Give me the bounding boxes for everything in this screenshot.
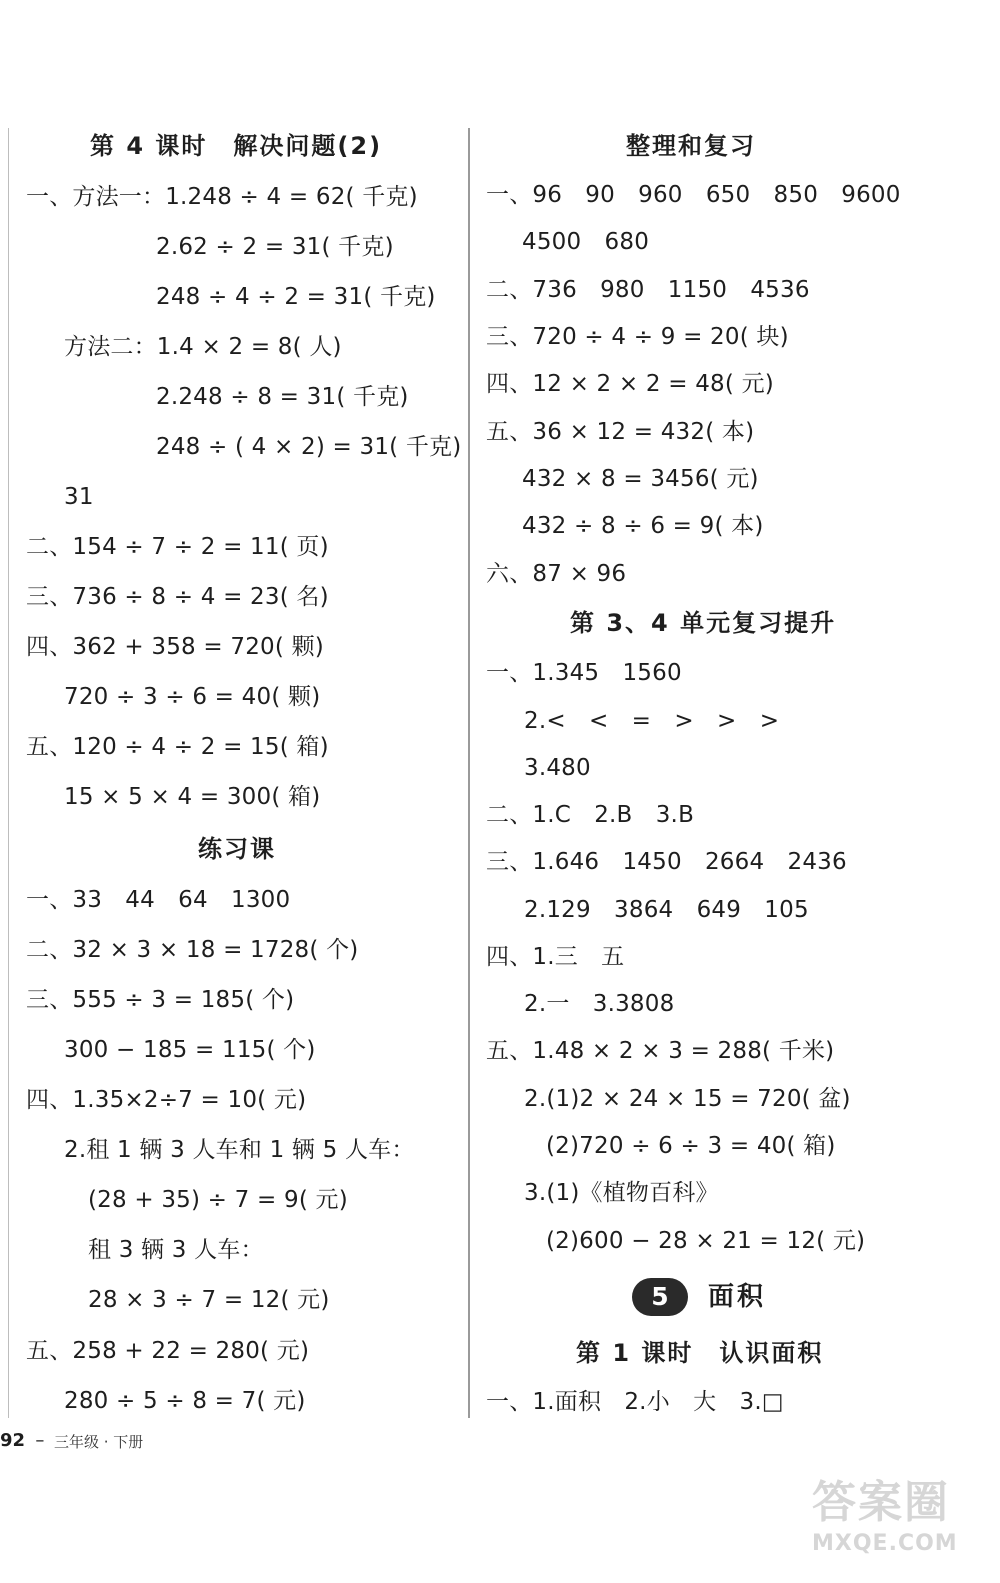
answer-line: 一、96 90 960 650 850 9600 — [486, 182, 901, 208]
answer-line: 二、32 × 3 × 18 = 1728( 个) — [26, 937, 359, 963]
watermark-url: MXQE.COM — [812, 1531, 958, 1556]
answer-line: 四、12 × 2 × 2 = 48( 元) — [486, 371, 774, 397]
left-edge-rule — [8, 128, 9, 1418]
answer-line: 租 3 辆 3 人车： — [88, 1237, 264, 1263]
answer-line: 2.(1)2 × 24 × 15 = 720( 盆) — [524, 1086, 851, 1112]
answer-line: 4500 680 — [522, 229, 650, 255]
answer-line: 280 ÷ 5 ÷ 8 = 7( 元) — [64, 1388, 306, 1414]
answer-line: 3.(1)《植物百科》 — [524, 1180, 719, 1206]
watermark-logo-text: 答案圈 — [812, 1477, 950, 1528]
answer-line: (2)720 ÷ 6 ÷ 3 = 40( 箱) — [546, 1133, 836, 1159]
answer-line: 一、方法一：1.248 ÷ 4 = 62( 千克) — [26, 184, 418, 210]
answer-line: 三、555 ÷ 3 = 185( 个) — [26, 987, 295, 1013]
answer-line: 五、258 + 22 = 280( 元) — [26, 1338, 310, 1364]
answer-line: 三、736 ÷ 8 ÷ 4 = 23( 名) — [26, 584, 329, 610]
page-number-value: 92 — [0, 1430, 26, 1451]
unit-title: 面积 — [708, 1282, 767, 1312]
answer-line: 2.62 ÷ 2 = 31( 千克) — [156, 234, 394, 260]
answer-line: 五、1.48 × 2 × 3 = 288( 千米) — [486, 1038, 835, 1064]
answer-line: 四、362 + 358 = 720( 颗) — [26, 634, 324, 660]
answer-line: 432 × 8 = 3456( 元) — [522, 466, 759, 492]
section-title-unit-3-4-review: 第 3、4 单元复习提升 — [570, 609, 837, 637]
answer-line: 248 ÷ ( 4 × 2) = 31( 千克) — [156, 434, 462, 460]
answer-line: 28 × 3 ÷ 7 = 12( 元) — [88, 1287, 330, 1313]
answer-line: 2.一 3.3808 — [524, 991, 675, 1017]
answer-line: 二、1.C 2.B 3.B — [486, 802, 695, 828]
unit-number-badge: 5 — [632, 1278, 688, 1316]
answer-line: 方法二：1.4 × 2 = 8( 人) — [64, 334, 342, 360]
answer-line: 2.租 1 辆 3 人车和 1 辆 5 人车： — [64, 1137, 415, 1163]
answer-line: 五、120 ÷ 4 ÷ 2 = 15( 箱) — [26, 734, 329, 760]
answer-line: 3.480 — [524, 755, 591, 781]
answer-line: 一、1.面积 2.小 大 3.□ — [486, 1389, 784, 1415]
page-number — [0, 1430, 44, 1452]
answer-line: 六、87 × 96 — [486, 561, 627, 587]
answer-line: 二、154 ÷ 7 ÷ 2 = 11( 页) — [26, 534, 329, 560]
answer-line: 四、1.三 五 — [486, 944, 625, 970]
answer-line: 15 × 5 × 4 = 300( 箱) — [64, 784, 321, 810]
answer-line: 2.< < = > > > — [524, 708, 780, 734]
answer-line: 三、720 ÷ 4 ÷ 9 = 20( 块) — [486, 324, 789, 350]
answer-line: 300 − 185 = 115( 个) — [64, 1037, 316, 1063]
answer-line: 2.248 ÷ 8 = 31( 千克) — [156, 384, 409, 410]
answer-line: 248 ÷ 4 ÷ 2 = 31( 千克) — [156, 284, 436, 310]
answer-line: (2)600 − 28 × 21 = 12( 元) — [546, 1228, 866, 1254]
section-title-lesson-4: 第 4 课时 解决问题(2) — [90, 132, 383, 160]
answer-line: 二、736 980 1150 4536 — [486, 277, 810, 303]
section-title-review: 整理和复习 — [626, 132, 756, 160]
answer-line: (28 + 35) ÷ 7 = 9( 元) — [88, 1187, 348, 1213]
column-divider — [468, 128, 470, 1418]
answer-line: 一、33 44 64 1300 — [26, 887, 291, 913]
answer-line: 四、1.35×2÷7 = 10( 元) — [26, 1087, 307, 1113]
answer-line: 三、1.646 1450 2664 2436 — [486, 849, 847, 875]
answer-line: 720 ÷ 3 ÷ 6 = 40( 颗) — [64, 684, 321, 710]
grade-label: 三年级 · 下册 — [54, 1433, 144, 1451]
answer-line: 2.129 3864 649 105 — [524, 897, 809, 923]
section-title-lesson-1: 第 1 课时 认识面积 — [576, 1339, 824, 1367]
page-number-separator: – — [35, 1430, 45, 1451]
answer-line: 五、36 × 12 = 432( 本) — [486, 419, 755, 445]
section-title-practice: 练习课 — [198, 835, 276, 863]
answer-line: 432 ÷ 8 ÷ 6 = 9( 本) — [522, 513, 764, 539]
answer-line: 一、1.345 1560 — [486, 660, 682, 686]
watermark-logo — [812, 1476, 990, 1576]
answer-line: 31 — [64, 484, 94, 510]
